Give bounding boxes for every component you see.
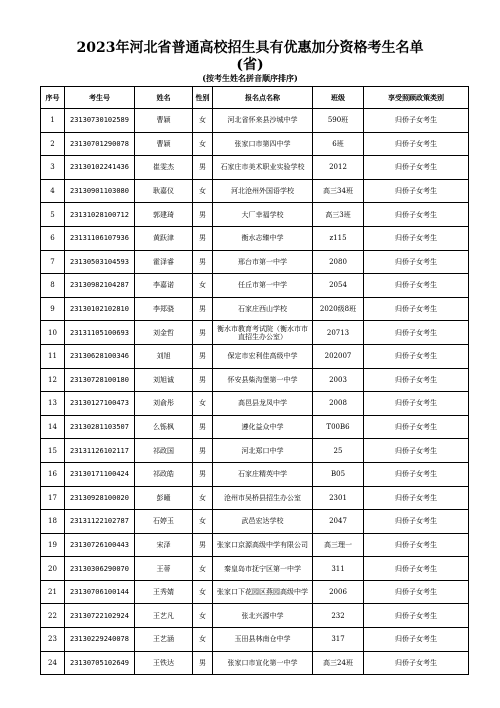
cell-school: 石家庄西山学校 bbox=[213, 297, 313, 321]
cell-exam-id: 23130901103080 bbox=[65, 179, 135, 203]
cell-class: 25 bbox=[313, 439, 364, 463]
cell-name: 王蒂 bbox=[135, 557, 193, 581]
cell-class: 高三24班 bbox=[313, 651, 364, 675]
cell-policy: 归侨子女考生 bbox=[364, 368, 469, 392]
cell-policy: 归侨子女考生 bbox=[364, 486, 469, 510]
cell-policy: 归侨子女考生 bbox=[364, 344, 469, 368]
cell-name: 刘俞彤 bbox=[135, 392, 193, 416]
cell-policy: 归侨子女考生 bbox=[364, 415, 469, 439]
cell-exam-id: 23130705102649 bbox=[65, 651, 135, 675]
table-row bbox=[41, 462, 469, 486]
cell-name: 王艺凡 bbox=[135, 604, 193, 628]
cell-school: 怀安县柴沟堡第一中学 bbox=[213, 368, 313, 392]
cell-policy: 归侨子女考生 bbox=[364, 439, 469, 463]
cell-name: 么铄枫 bbox=[135, 415, 193, 439]
cell-exam-id: 23130928100020 bbox=[65, 486, 135, 510]
cell-gender: 女 bbox=[193, 580, 213, 604]
cell-class: 202007 bbox=[313, 344, 364, 368]
cell-gender: 女 bbox=[193, 132, 213, 156]
cell-class: 590班 bbox=[313, 109, 364, 133]
cell-gender: 女 bbox=[193, 109, 213, 133]
cell-gender: 男 bbox=[193, 462, 213, 486]
cell-class: 232 bbox=[313, 604, 364, 628]
cell-gender: 男 bbox=[193, 651, 213, 675]
cell-class: 2020级8班 bbox=[313, 297, 364, 321]
cell-class: 2301 bbox=[313, 486, 364, 510]
cell-index: 11 bbox=[41, 344, 65, 368]
cell-name: 彭曈 bbox=[135, 486, 193, 510]
cell-policy: 归侨子女考生 bbox=[364, 226, 469, 250]
cell-name: 王秀婧 bbox=[135, 580, 193, 604]
table-row bbox=[41, 368, 469, 392]
cell-name: 黄跃津 bbox=[135, 226, 193, 250]
cell-index: 20 bbox=[41, 557, 65, 581]
cell-school: 衡水市教育考试院（衡水市市直招生办公室） bbox=[213, 321, 313, 345]
cell-policy: 归侨子女考生 bbox=[364, 533, 469, 557]
cell-class: 2047 bbox=[313, 510, 364, 534]
cell-school: 高邑县龙凤中学 bbox=[213, 392, 313, 416]
cell-school: 张家口下花园区燕园高级中学 bbox=[213, 580, 313, 604]
cell-school: 河北郑口中学 bbox=[213, 439, 313, 463]
candidate-table bbox=[40, 86, 469, 675]
cell-exam-id: 23130728100180 bbox=[65, 368, 135, 392]
cell-class: 2080 bbox=[313, 250, 364, 274]
col-header-class: 班级 bbox=[313, 87, 364, 109]
page-title-sub: (省) bbox=[236, 57, 264, 73]
cell-policy: 归侨子女考生 bbox=[364, 297, 469, 321]
page-title: 2023年河北省普通高校招生具有优惠加分资格考生名单 bbox=[76, 40, 424, 56]
table-row bbox=[41, 486, 469, 510]
table-row bbox=[41, 321, 469, 345]
table-row bbox=[41, 274, 469, 298]
table-row bbox=[41, 580, 469, 604]
col-header-school: 报名点名称 bbox=[213, 87, 313, 109]
table-row bbox=[41, 132, 469, 156]
cell-school: 保定市宏利佳高级中学 bbox=[213, 344, 313, 368]
col-header-exam-id: 考生号 bbox=[65, 87, 135, 109]
cell-exam-id: 23130730102589 bbox=[65, 109, 135, 133]
cell-name: 霍泽睿 bbox=[135, 250, 193, 274]
cell-policy: 归侨子女考生 bbox=[364, 510, 469, 534]
cell-gender: 女 bbox=[193, 392, 213, 416]
cell-exam-id: 23130281103507 bbox=[65, 415, 135, 439]
cell-policy: 归侨子女考生 bbox=[364, 109, 469, 133]
cell-gender: 女 bbox=[193, 179, 213, 203]
cell-school: 河北省怀来县沙城中学 bbox=[213, 109, 313, 133]
cell-name: 石婷玉 bbox=[135, 510, 193, 534]
cell-policy: 归侨子女考生 bbox=[364, 132, 469, 156]
cell-exam-id: 23130722102924 bbox=[65, 604, 135, 628]
cell-gender: 男 bbox=[193, 226, 213, 250]
table-row bbox=[41, 297, 469, 321]
table-row bbox=[41, 510, 469, 534]
cell-gender: 男 bbox=[193, 368, 213, 392]
cell-index: 13 bbox=[41, 392, 65, 416]
cell-school: 玉田县林南仓中学 bbox=[213, 628, 313, 652]
sort-note: (按考生姓名拼音顺序排序) bbox=[202, 73, 298, 83]
cell-index: 6 bbox=[41, 226, 65, 250]
cell-school: 河北沧州外国语学校 bbox=[213, 179, 313, 203]
cell-gender: 男 bbox=[193, 344, 213, 368]
cell-policy: 归侨子女考生 bbox=[364, 203, 469, 227]
cell-class: 2054 bbox=[313, 274, 364, 298]
cell-index: 4 bbox=[41, 179, 65, 203]
cell-index: 9 bbox=[41, 297, 65, 321]
table-row bbox=[41, 533, 469, 557]
cell-school: 沧州市吴桥县招生办公室 bbox=[213, 486, 313, 510]
cell-class: 高三理一 bbox=[313, 533, 364, 557]
cell-index: 3 bbox=[41, 156, 65, 180]
table-row bbox=[41, 628, 469, 652]
cell-index: 16 bbox=[41, 462, 65, 486]
cell-class: 317 bbox=[313, 628, 364, 652]
cell-policy: 归侨子女考生 bbox=[364, 321, 469, 345]
cell-gender: 男 bbox=[193, 203, 213, 227]
cell-exam-id: 23131122102787 bbox=[65, 510, 135, 534]
cell-name: 崔雯杰 bbox=[135, 156, 193, 180]
cell-school: 石家庄市美术职业实验学校 bbox=[213, 156, 313, 180]
cell-gender: 女 bbox=[193, 486, 213, 510]
cell-name: 耿嘉仪 bbox=[135, 179, 193, 203]
cell-name: 刘金哲 bbox=[135, 321, 193, 345]
cell-exam-id: 23131105100693 bbox=[65, 321, 135, 345]
cell-gender: 女 bbox=[193, 557, 213, 581]
cell-exam-id: 23130102102810 bbox=[65, 297, 135, 321]
table-row bbox=[41, 604, 469, 628]
cell-index: 2 bbox=[41, 132, 65, 156]
cell-gender: 男 bbox=[193, 439, 213, 463]
cell-gender: 男 bbox=[193, 533, 213, 557]
cell-index: 10 bbox=[41, 321, 65, 345]
cell-name: 刘旭 bbox=[135, 344, 193, 368]
cell-gender: 男 bbox=[193, 297, 213, 321]
cell-exam-id: 23130706100144 bbox=[65, 580, 135, 604]
cell-school: 大厂幸福学校 bbox=[213, 203, 313, 227]
cell-name: 曹颖 bbox=[135, 109, 193, 133]
cell-school: 武邑宏达学校 bbox=[213, 510, 313, 534]
table-row bbox=[41, 557, 469, 581]
cell-policy: 归侨子女考生 bbox=[364, 628, 469, 652]
cell-index: 5 bbox=[41, 203, 65, 227]
table-row bbox=[41, 156, 469, 180]
cell-name: 李嘉诺 bbox=[135, 274, 193, 298]
col-header-index: 序号 bbox=[41, 87, 65, 109]
cell-name: 刘旭诚 bbox=[135, 368, 193, 392]
table-row bbox=[41, 415, 469, 439]
cell-class: B05 bbox=[313, 462, 364, 486]
cell-policy: 归侨子女考生 bbox=[364, 651, 469, 675]
cell-index: 21 bbox=[41, 580, 65, 604]
cell-gender: 女 bbox=[193, 604, 213, 628]
cell-index: 14 bbox=[41, 415, 65, 439]
cell-index: 8 bbox=[41, 274, 65, 298]
cell-exam-id: 23131028100712 bbox=[65, 203, 135, 227]
cell-gender: 男 bbox=[193, 250, 213, 274]
cell-policy: 归侨子女考生 bbox=[364, 179, 469, 203]
cell-name: 曹颖 bbox=[135, 132, 193, 156]
cell-exam-id: 23130171100424 bbox=[65, 462, 135, 486]
cell-name: 祁政皓 bbox=[135, 462, 193, 486]
cell-policy: 归侨子女考生 bbox=[364, 557, 469, 581]
cell-school: 遵化益众中学 bbox=[213, 415, 313, 439]
cell-class: 311 bbox=[313, 557, 364, 581]
cell-school: 张家口市宣化第一中学 bbox=[213, 651, 313, 675]
cell-name: 宋泽 bbox=[135, 533, 193, 557]
col-header-policy: 享受照顾政策类别 bbox=[364, 87, 469, 109]
cell-class: 2008 bbox=[313, 392, 364, 416]
cell-policy: 归侨子女考生 bbox=[364, 580, 469, 604]
cell-class: 高三34班 bbox=[313, 179, 364, 203]
col-header-gender: 性别 bbox=[193, 87, 213, 109]
cell-exam-id: 23130628100346 bbox=[65, 344, 135, 368]
cell-exam-id: 23130229240078 bbox=[65, 628, 135, 652]
table-row bbox=[41, 203, 469, 227]
cell-index: 19 bbox=[41, 533, 65, 557]
cell-exam-id: 23130127100473 bbox=[65, 392, 135, 416]
table-row bbox=[41, 250, 469, 274]
cell-gender: 男 bbox=[193, 415, 213, 439]
cell-school: 衡水志臻中学 bbox=[213, 226, 313, 250]
cell-name: 王艺涵 bbox=[135, 628, 193, 652]
table-row bbox=[41, 651, 469, 675]
cell-exam-id: 23130726100443 bbox=[65, 533, 135, 557]
cell-gender: 男 bbox=[193, 156, 213, 180]
cell-policy: 归侨子女考生 bbox=[364, 462, 469, 486]
cell-class: T00B6 bbox=[313, 415, 364, 439]
cell-policy: 归侨子女考生 bbox=[364, 274, 469, 298]
cell-policy: 归侨子女考生 bbox=[364, 156, 469, 180]
cell-name: 王铁达 bbox=[135, 651, 193, 675]
cell-index: 24 bbox=[41, 651, 65, 675]
cell-gender: 男 bbox=[193, 321, 213, 345]
cell-name: 李郑骁 bbox=[135, 297, 193, 321]
cell-exam-id: 23130982104287 bbox=[65, 274, 135, 298]
cell-class: 高三3班 bbox=[313, 203, 364, 227]
cell-name: 祁政国 bbox=[135, 439, 193, 463]
cell-exam-id: 23131106107936 bbox=[65, 226, 135, 250]
cell-index: 15 bbox=[41, 439, 65, 463]
cell-class: 2006 bbox=[313, 580, 364, 604]
cell-gender: 女 bbox=[193, 510, 213, 534]
cell-school: 张北兴源中学 bbox=[213, 604, 313, 628]
cell-class: 2003 bbox=[313, 368, 364, 392]
cell-name: 郭建琦 bbox=[135, 203, 193, 227]
cell-index: 23 bbox=[41, 628, 65, 652]
table-row bbox=[41, 109, 469, 133]
table-header-row bbox=[41, 87, 469, 109]
cell-index: 18 bbox=[41, 510, 65, 534]
table-row bbox=[41, 392, 469, 416]
cell-class: 6班 bbox=[313, 132, 364, 156]
table-row bbox=[41, 179, 469, 203]
cell-exam-id: 23131126102117 bbox=[65, 439, 135, 463]
cell-exam-id: 23130102241436 bbox=[65, 156, 135, 180]
cell-policy: 归侨子女考生 bbox=[364, 250, 469, 274]
cell-exam-id: 23130503104593 bbox=[65, 250, 135, 274]
cell-school: 秦皇岛市抚宁区第一中学 bbox=[213, 557, 313, 581]
cell-index: 17 bbox=[41, 486, 65, 510]
table-row bbox=[41, 344, 469, 368]
cell-index: 22 bbox=[41, 604, 65, 628]
col-header-name: 姓名 bbox=[135, 87, 193, 109]
cell-exam-id: 23130306290070 bbox=[65, 557, 135, 581]
cell-gender: 女 bbox=[193, 274, 213, 298]
cell-policy: 归侨子女考生 bbox=[364, 604, 469, 628]
cell-school: 石家庄精英中学 bbox=[213, 462, 313, 486]
cell-class: 20713 bbox=[313, 321, 364, 345]
cell-index: 1 bbox=[41, 109, 65, 133]
cell-class: 2012 bbox=[313, 156, 364, 180]
cell-class: z115 bbox=[313, 226, 364, 250]
cell-gender: 女 bbox=[193, 628, 213, 652]
cell-index: 12 bbox=[41, 368, 65, 392]
cell-school: 邢台市第一中学 bbox=[213, 250, 313, 274]
table-row bbox=[41, 226, 469, 250]
cell-index: 7 bbox=[41, 250, 65, 274]
cell-exam-id: 23130701290078 bbox=[65, 132, 135, 156]
cell-school: 张家口京源高级中学有限公司 bbox=[213, 533, 313, 557]
table-row bbox=[41, 439, 469, 463]
cell-school: 任丘市第一中学 bbox=[213, 274, 313, 298]
cell-policy: 归侨子女考生 bbox=[364, 392, 469, 416]
cell-school: 张家口市第四中学 bbox=[213, 132, 313, 156]
